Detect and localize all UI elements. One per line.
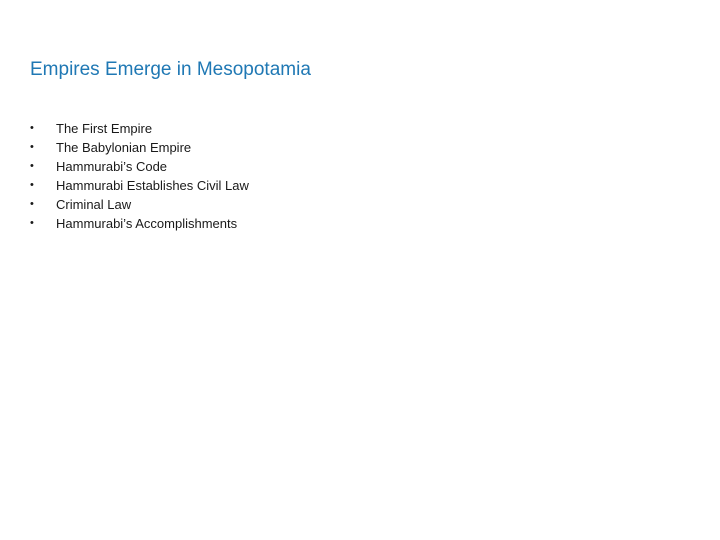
bullet-icon: • [30, 217, 34, 229]
bullet-icon: • [30, 122, 34, 134]
slide-title: Empires Emerge in Mesopotamia [30, 59, 311, 80]
list-item-label: Hammurabi Establishes Civil Law [56, 178, 249, 193]
bullet-list [30, 119, 249, 233]
list-item-label: Hammurabi’s Code [56, 159, 168, 174]
list-item-label: Criminal Law [56, 197, 132, 212]
bullet-icon: • [30, 179, 34, 191]
list-item-label: The Babylonian Empire [56, 140, 192, 155]
list-item [30, 157, 249, 176]
bullet-icon: • [30, 141, 34, 153]
bullet-icon: • [30, 160, 34, 172]
list-item-label: The First Empire [56, 121, 153, 136]
list-item [30, 138, 249, 157]
list-item [30, 119, 249, 138]
list-item [30, 195, 249, 214]
list-item [30, 214, 249, 233]
list-item-label: Hammurabi’s Accomplishments [56, 216, 238, 231]
bullet-icon: • [30, 198, 34, 210]
list-item [30, 176, 249, 195]
